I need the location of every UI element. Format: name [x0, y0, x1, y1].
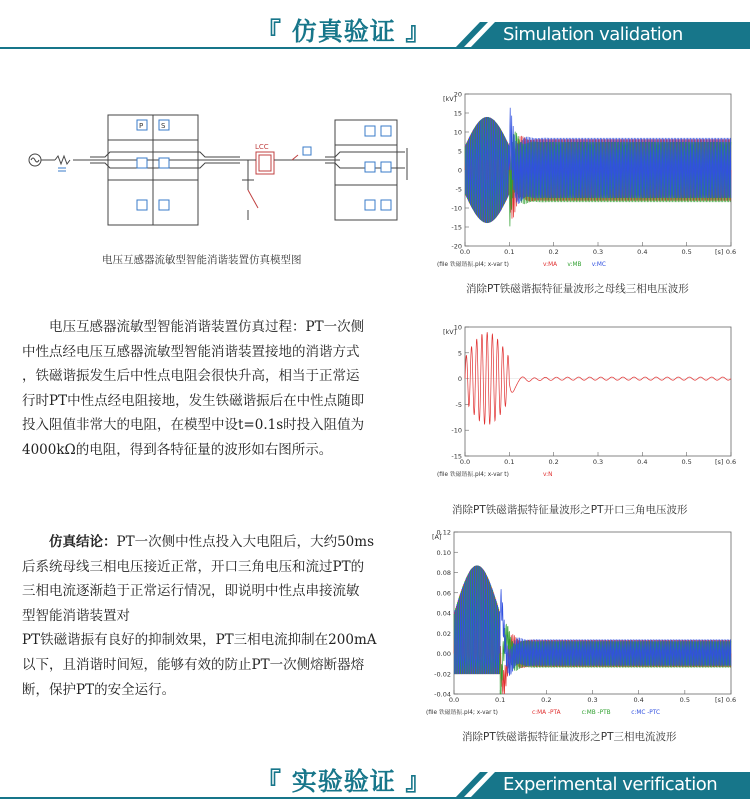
x-tick-label: 0.3	[587, 696, 598, 704]
conclusion-line: 型智能消谐装置对	[22, 607, 130, 624]
x-tick-label: 0.5	[681, 248, 692, 256]
pt-s-label: S	[161, 122, 166, 130]
x-axis-unit: [s]	[715, 458, 724, 466]
process-line: 行时PT中性点经电阻接地，发生铁磁谐振后在中性点随即	[22, 392, 365, 409]
simulation-process-text	[22, 315, 422, 463]
y-tick-label: -0.02	[434, 670, 451, 679]
y-tick-label: -10	[451, 204, 462, 213]
x-tick-label: 0.6	[725, 696, 737, 704]
open-delta-voltage-waveform-chart	[435, 315, 743, 480]
y-tick-label: -0.04	[434, 690, 451, 699]
y-tick-label: 10	[453, 323, 462, 332]
legend-file-label: (file 铁磁谐振.pl4; x-var t)	[426, 710, 498, 716]
conclusion-line	[22, 530, 422, 555]
y-tick-label: 0	[457, 166, 462, 175]
y-tick-label: -20	[451, 242, 462, 251]
x-tick-label: 0.1	[504, 248, 515, 256]
legend-entry: v:N	[543, 472, 553, 478]
legend-entry: c:MC -PTC	[631, 710, 661, 716]
process-line: 电压互感器流敏型智能消谐装置仿真过程：PT一次侧	[22, 319, 365, 335]
y-axis-unit: [kV]	[443, 328, 457, 336]
bus-voltage-waveform-chart	[435, 82, 743, 270]
x-tick-label: 0.2	[548, 458, 559, 466]
x-axis-unit: [s]	[715, 696, 724, 704]
y-tick-label: 0.02	[436, 629, 451, 638]
y-tick-label: -5	[455, 400, 462, 409]
x-tick-label: 0.2	[541, 696, 552, 704]
conclusion-line: 三相电流逐渐趋于正常运行情况，即说明中性点串接流敏	[22, 583, 360, 600]
y-tick-label: 5	[457, 147, 462, 156]
conclusion-first-line: PT一次侧中性点投入大电阻后，大约50ms	[116, 534, 374, 550]
pt-current-caption: 消除PT铁磁谐振特征量波形之PT三相电流波形	[462, 731, 677, 743]
x-axis-unit: [s]	[715, 248, 724, 256]
y-tick-label: -15	[451, 452, 462, 461]
y-tick-label: 0.10	[436, 548, 451, 557]
legend-file-label: (file 铁磁谐振.pl4; x-var t)	[437, 262, 509, 268]
y-tick-label: 15	[453, 109, 462, 118]
y-tick-label: 20	[453, 90, 462, 99]
pt-p-label: P	[139, 122, 144, 130]
simulation-model-diagram	[10, 100, 420, 240]
y-tick-label: -10	[451, 426, 462, 435]
lcc-label: LCC	[255, 143, 269, 151]
x-tick-label: 0.4	[637, 248, 648, 256]
y-tick-label: 0	[457, 375, 462, 384]
process-line: ，铁磁谐振发生后中性点电阻会很快升高，相当于正常运	[22, 368, 360, 385]
x-tick-label: 0.1	[504, 458, 515, 466]
legend-entry: v:MA	[543, 262, 558, 268]
bus-voltage-caption: 消除PT铁磁谐振特征量波形之母线三相电压波形	[466, 283, 689, 295]
x-tick-label: 0.4	[637, 458, 648, 466]
legend-entry: v:MC	[591, 262, 606, 268]
x-tick-label: 0.3	[592, 458, 604, 466]
open-delta-caption: 消除PT铁磁谐振特征量波形之PT开口三角电压波形	[452, 504, 688, 516]
x-tick-label: 0.5	[681, 458, 692, 466]
legend-entry: c:MA -PTA	[532, 710, 561, 716]
y-tick-label: 0.06	[436, 589, 451, 598]
process-line: 中性点经电压互感器流敏型智能消谐装置接地的消谐方式	[22, 343, 360, 360]
section-title-en: Experimental verification	[503, 774, 718, 795]
y-axis-unit: [kV]	[443, 95, 457, 103]
legend-entry: c:MB -PTB	[581, 710, 611, 716]
x-tick-label: 0.0	[459, 458, 471, 466]
conclusion-line: 以下，且消谐时间短，能够有效的防止PT一次侧熔断器熔	[22, 656, 365, 673]
y-tick-label: -5	[455, 185, 462, 194]
conclusion-label: 仿真结论：	[22, 534, 117, 550]
x-tick-label: 0.0	[459, 248, 471, 256]
section-title-cn: 『 实验验证 』	[256, 767, 432, 796]
conclusion-line: 断，保护PT的安全运行。	[22, 681, 176, 698]
y-tick-label: 0.04	[436, 609, 451, 618]
y-tick-label: 10	[453, 128, 462, 137]
pt-current-waveform-chart	[424, 520, 743, 718]
legend-file-label: (file 铁磁谐振.pl4; x-var t)	[437, 472, 509, 478]
process-line: 4000kΩ的电阻，得到各特征量的波形如右图所示。	[22, 441, 333, 458]
process-line: 投入阻值非常大的电阻，在模型中设t=0.1s时投入阻值为	[22, 417, 365, 434]
x-tick-label: 0.2	[548, 248, 559, 256]
y-tick-label: 5	[457, 349, 462, 358]
conclusion-line: 后系统母线三相电压接近正常，开口三角电压和流过PT的	[22, 558, 365, 575]
x-tick-label: 0.3	[592, 248, 604, 256]
model-caption: 电压互感器流敏型智能消谐装置仿真模型图	[102, 254, 302, 266]
y-tick-label: 0.00	[436, 650, 451, 658]
section-title-en: Simulation validation	[503, 24, 683, 45]
y-tick-label: 0.12	[436, 528, 451, 537]
simulation-conclusion-text	[22, 530, 422, 702]
plot-frame	[465, 327, 731, 456]
section-header-simulation	[0, 0, 750, 50]
section-header-experiment	[0, 750, 750, 800]
y-axis-unit: [A]	[432, 533, 442, 541]
y-tick-label: -15	[451, 223, 462, 232]
x-tick-label: 0.0	[448, 696, 460, 704]
x-tick-label: 0.6	[725, 458, 737, 466]
legend-entry: v:MB	[567, 262, 582, 268]
y-tick-label: 0.08	[436, 569, 451, 577]
section-title-cn: 『 仿真验证 』	[256, 17, 432, 46]
x-tick-label: 0.6	[725, 248, 737, 256]
conclusion-line: PT铁磁谐振有良好的抑制效果，PT三相电流抑制在200mA	[22, 632, 377, 649]
x-tick-label: 0.5	[679, 696, 691, 704]
x-tick-label: 0.4	[633, 696, 644, 704]
x-tick-label: 0.1	[494, 696, 506, 704]
